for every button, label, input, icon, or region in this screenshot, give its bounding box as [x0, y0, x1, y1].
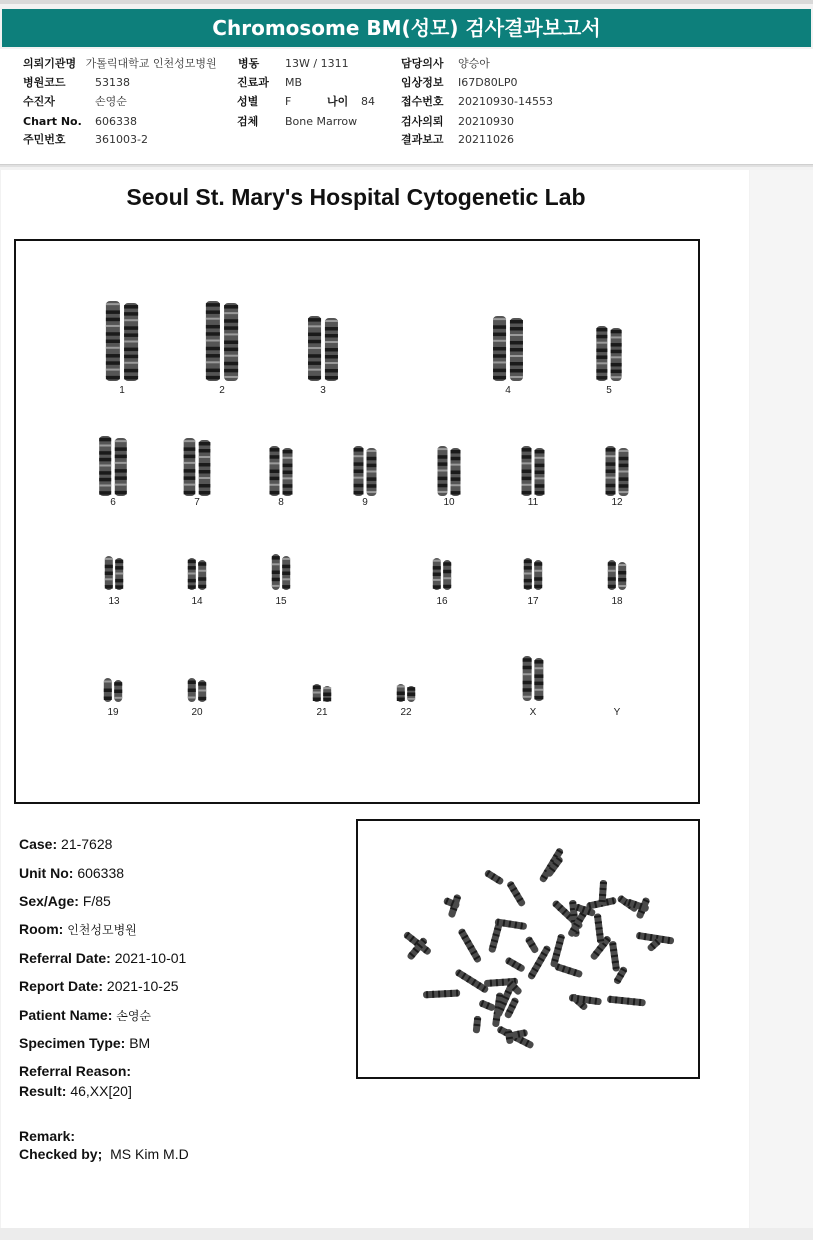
chromosome-label-14: 14	[191, 596, 203, 607]
rrn-value: 361003-2	[95, 133, 148, 146]
referral-date-line	[19, 950, 186, 966]
chromosome-label-13: 13	[108, 596, 120, 607]
specimen-type-line	[19, 1035, 150, 1051]
sex-row	[237, 95, 292, 109]
dept-row	[237, 76, 303, 90]
institution-value: 가톨릭대학교 인천성모병원	[85, 57, 217, 70]
chromosome-label-19: 19	[107, 707, 119, 718]
patient-name-value: 손영순	[116, 1009, 152, 1023]
chromosome-pair-8	[270, 446, 293, 496]
metaphase-chromosome	[484, 869, 505, 886]
doctor-row	[401, 57, 490, 71]
unit-label: Unit No:	[19, 865, 74, 881]
lab-title: Seoul St. Mary's Hospital Cytogenetic Lab	[126, 184, 586, 210]
chromosome-pair-4	[493, 316, 523, 381]
patient-row	[23, 95, 127, 109]
chromosome-label-3: 3	[320, 385, 326, 396]
age-row	[327, 95, 375, 109]
metaphase-chromosome	[423, 989, 460, 998]
report-date-line	[19, 978, 179, 994]
chromosome-pair-x	[523, 656, 544, 701]
chromosome-label-6: 6	[110, 497, 116, 508]
patient-info-panel	[0, 49, 813, 165]
karyogram	[16, 241, 698, 802]
clinical-value: I67D80LP0	[458, 76, 518, 89]
room-value: 인천성모병원	[67, 923, 137, 937]
remark-line	[19, 1128, 75, 1144]
metaphase-chromosome	[550, 933, 566, 968]
patient-label: 수진자	[23, 95, 55, 108]
ward-row	[238, 57, 349, 71]
chromosome-label-4: 4	[505, 385, 511, 396]
referral-date-value: 2021-10-01	[114, 950, 187, 966]
sexage-line	[19, 893, 111, 909]
chromosome-pair-17	[524, 558, 542, 590]
unit-value: 606338	[77, 865, 125, 881]
right-margin-panel	[750, 170, 813, 1228]
unit-line	[19, 865, 124, 881]
metaphase-chromosome	[454, 968, 489, 994]
report-date-label: Report Date:	[19, 978, 104, 994]
receipt-label: 접수번호	[401, 95, 444, 108]
institution-label: 의뢰기관명	[23, 57, 77, 70]
karyogram-panel	[14, 239, 700, 804]
case-value: 21-7628	[61, 836, 113, 852]
chromosome-label-8: 8	[278, 497, 284, 508]
receipt-row	[401, 95, 553, 109]
room-label: Room:	[19, 921, 64, 937]
chromosome-label-12: 12	[611, 497, 623, 508]
request-row	[401, 115, 514, 129]
dept-label: 진료과	[237, 76, 269, 89]
clinical-row	[401, 76, 518, 90]
chromosome-pair-1	[106, 301, 138, 381]
chromosome-label-5: 5	[606, 385, 612, 396]
specimen-type-label: Specimen Type:	[19, 1035, 126, 1051]
chromosome-pair-15	[272, 554, 290, 590]
report-label: 결과보고	[401, 133, 444, 146]
request-value: 20210930	[458, 115, 514, 128]
chromosome-pair-18	[608, 560, 626, 590]
report-header-title: Chromosome BM(성모) 검사결과보고서	[2, 9, 811, 47]
chromosome-label-y: Y	[613, 707, 621, 718]
age-value: 84	[361, 95, 375, 108]
chart-value: 606338	[95, 115, 137, 128]
metaphase-image-panel	[356, 819, 700, 1079]
metaphase-chromosome	[527, 945, 552, 981]
referral-reason-label: Referral Reason:	[19, 1063, 132, 1079]
metaphase-spread-image	[358, 821, 698, 1077]
chromosome-pair-11	[522, 446, 545, 496]
checked-line	[19, 1146, 189, 1162]
metaphase-chromosome	[524, 936, 539, 955]
remark-label: Remark:	[19, 1128, 76, 1144]
chromosome-pair-19	[104, 678, 122, 702]
metaphase-chromosome	[609, 941, 620, 972]
result-label: Result:	[19, 1083, 67, 1099]
chromosome-pair-12	[606, 446, 629, 496]
chromosome-pair-22	[397, 684, 415, 702]
rrn-row	[23, 133, 148, 147]
chromosome-label-18: 18	[611, 596, 623, 607]
chromosome-label-1: 1	[119, 385, 125, 396]
metaphase-chromosome	[506, 880, 526, 907]
chromosome-pair-7	[184, 438, 211, 496]
request-label: 검사의뢰	[401, 115, 444, 128]
hospital-code-label: 병원코드	[23, 76, 66, 89]
rrn-label: 주민번호	[23, 133, 66, 146]
specimen-label: 검체	[237, 115, 259, 128]
section-divider	[0, 165, 813, 167]
checked-label: Checked by;	[19, 1146, 103, 1162]
chromosome-label-7: 7	[194, 497, 200, 508]
referral-date-label: Referral Date:	[19, 950, 111, 966]
chromosome-pair-13	[105, 556, 123, 590]
patient-name-line	[19, 1007, 151, 1024]
report-row	[401, 133, 514, 147]
chart-row	[23, 115, 137, 129]
room-line	[19, 921, 137, 938]
metaphase-chromosome	[478, 999, 496, 1012]
case-label: Case:	[19, 836, 58, 852]
chromosome-pair-6	[99, 436, 127, 496]
chromosome-pair-5	[596, 326, 621, 381]
dept-value: MB	[285, 76, 303, 89]
specimen-value: Bone Marrow	[285, 115, 358, 128]
report-value: 20211026	[458, 133, 514, 146]
ward-value: 13W / 1311	[285, 57, 349, 70]
chromosome-label-22: 22	[400, 707, 412, 718]
chromosome-pair-21	[313, 684, 331, 702]
chromosome-pair-14	[188, 558, 206, 590]
specimen-row	[237, 115, 358, 129]
chromosome-label-2: 2	[219, 385, 225, 396]
metaphase-chromosome	[594, 913, 605, 944]
hospital-code-row	[23, 76, 130, 90]
chromosome-label-11: 11	[527, 497, 539, 508]
ward-label: 병동	[238, 57, 260, 70]
top-divider	[0, 0, 813, 4]
chromosome-pair-2	[206, 301, 238, 381]
doctor-value: 양승아	[458, 57, 490, 70]
chromosome-label-21: 21	[316, 707, 328, 718]
chromosome-label-x: X	[529, 707, 537, 718]
case-line	[19, 836, 112, 852]
result-value: 46,XX[20]	[70, 1083, 132, 1099]
referral-reason-line	[19, 1063, 131, 1079]
sex-label: 성별	[237, 95, 259, 108]
chromosome-label-16: 16	[436, 596, 448, 607]
metaphase-chromosome	[511, 1029, 528, 1039]
chromosome-pair-20	[188, 678, 206, 702]
specimen-type-value: BM	[129, 1035, 151, 1051]
cytogenetic-report	[1, 170, 749, 1228]
chart-label: Chart No.	[23, 115, 82, 128]
sex-value: F	[285, 95, 292, 108]
sexage-label: Sex/Age:	[19, 893, 79, 909]
sexage-value: F/85	[82, 893, 111, 909]
chromosome-pair-10	[438, 446, 461, 496]
bottom-scroll-area	[0, 1228, 813, 1240]
chromosome-label-15: 15	[275, 596, 287, 607]
checked-value: MS Kim M.D	[110, 1146, 189, 1162]
patient-value: 손영순	[95, 95, 127, 108]
metaphase-chromosome	[607, 995, 646, 1006]
result-line	[19, 1083, 132, 1099]
chromosome-label-17: 17	[527, 596, 539, 607]
age-label: 나이	[327, 95, 349, 108]
metaphase-chromosome	[473, 1016, 482, 1034]
chromosome-label-10: 10	[443, 497, 455, 508]
receipt-value: 20210930-14553	[458, 95, 553, 108]
doctor-label: 담당의사	[401, 57, 444, 70]
chromosome-pair-16	[433, 558, 451, 590]
hospital-code-value: 53138	[95, 76, 130, 89]
chromosome-pair-3	[308, 316, 338, 381]
chromosome-pair-9	[354, 446, 377, 496]
metaphase-chromosome	[504, 956, 526, 973]
report-date-value: 2021-10-25	[106, 978, 179, 994]
institution-row	[23, 57, 217, 71]
chromosome-label-9: 9	[362, 497, 368, 508]
patient-name-label: Patient Name:	[19, 1007, 113, 1023]
chromosome-label-20: 20	[191, 707, 203, 718]
metaphase-chromosome	[457, 928, 482, 964]
metaphase-chromosome	[554, 963, 583, 978]
clinical-label: 임상정보	[401, 76, 444, 89]
